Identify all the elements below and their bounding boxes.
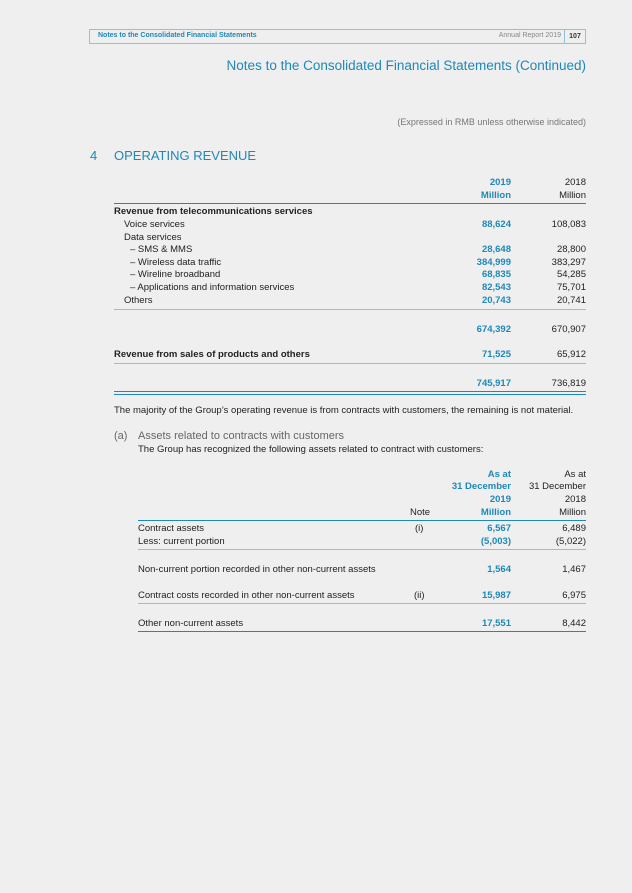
t1-others-2018: 20,741 [556,295,586,306]
t1-col2019-unit: Million [480,190,511,201]
t1-apps-2019: 82,543 [481,282,511,293]
t2-col2019-asat: As at [487,469,511,480]
t1-sms-2019: 28,648 [481,244,511,255]
t2-other-assets-label: Other non-current assets [138,618,244,629]
t2-contract-assets-2018: 6,489 [562,523,586,534]
t1-wireless-label: – Wireless data traffic [130,257,222,268]
header-report-name: Annual Report 2019 [498,32,561,39]
t2-col2018-year: 2018 [564,494,586,505]
t1-wireless-2019: 384,999 [476,257,511,268]
t1-broadband-2018: 54,285 [556,269,586,280]
t1-apps-label: – Applications and information services [130,282,295,293]
t1-others-label: Others [124,295,153,306]
t2-noncurrent-label: Non-current portion recorded in other non-current assets [138,564,376,575]
running-header [89,29,586,44]
majority-paragraph: The majority of the Group’s operating revenue is from contracts with customers, the remaining is not material. [114,405,574,416]
section-title: OPERATING REVENUE [114,148,257,163]
t2-current-portion-2019: (5,003) [480,536,511,547]
t2-contract-costs-2019: 15,987 [481,590,511,601]
t1-header-rule [114,203,586,204]
t2-col2018-unit: Million [559,507,586,518]
t1-broadband-2019: 68,835 [481,269,511,280]
page-number: 107 [564,30,585,43]
t1-sales-rule [114,363,586,364]
subsection-a-intro: The Group has recognized the following assets related to contract with customers: [138,444,484,455]
t1-voice-2019: 88,624 [481,219,511,230]
t2-total-rule [138,631,586,632]
page-title: Notes to the Consolidated Financial Statements (Continued) [226,58,586,73]
t1-col2018-year: 2018 [564,177,586,188]
t2-note-header: Note [410,507,431,518]
t2-contract-assets-2019: 6,567 [487,523,511,534]
t1-total-2018: 736,819 [551,378,586,389]
t2-col2019-date: 31 December [451,481,511,492]
t2-contract-costs-note: (ii) [414,590,425,601]
t1-sales-label: Revenue from sales of products and others [114,349,310,360]
t1-total-rule-1 [114,391,586,392]
section-number: 4 [90,148,98,163]
t1-col2018-unit: Million [559,190,586,201]
t2-costs-rule [138,603,586,604]
t2-contract-assets-label: Contract assets [138,523,204,534]
expressed-note: (Expressed in RMB unless otherwise indicated) [397,117,586,127]
t1-subtotal-2018: 670,907 [551,324,586,335]
t1-sales-2019: 71,525 [481,349,511,360]
t2-other-assets-2019: 17,551 [481,618,511,629]
t2-contract-assets-note: (i) [415,523,424,534]
t2-col2018-asat: As at [564,469,586,480]
header-section-title: Notes to the Consolidated Financial Statements [98,32,257,39]
t1-subtotal-2019: 674,392 [476,324,511,335]
t1-total-2019: 745,917 [476,378,511,389]
t1-others-rule [114,309,586,310]
t2-noncurrent-2019: 1,564 [487,564,511,575]
t2-current-rule [138,549,586,550]
t1-wireless-2018: 383,297 [551,257,586,268]
t1-others-2019: 20,743 [481,295,511,306]
t1-data-heading: Data services [124,232,182,243]
t2-other-assets-2018: 8,442 [562,618,586,629]
t1-apps-2018: 75,701 [556,282,586,293]
t2-col2019-year: 2019 [489,494,511,505]
t2-current-portion-2018: (5,022) [555,536,586,547]
t1-voice-2018: 108,083 [551,219,586,230]
t2-contract-costs-2018: 6,975 [562,590,586,601]
t1-sms-2018: 28,800 [556,244,586,255]
t2-col2018-date: 31 December [528,481,586,492]
subsection-a-label: (a) [114,430,128,442]
t1-sales-2018: 65,912 [556,349,586,360]
t2-noncurrent-2018: 1,467 [562,564,586,575]
t1-total-rule-2 [114,394,586,395]
t1-telecom-heading: Revenue from telecommunications services [114,206,313,217]
t1-sms-label: – SMS & MMS [130,244,193,255]
t1-voice-label: Voice services [124,219,185,230]
t2-header-rule [138,520,586,521]
t1-col2019-year: 2019 [489,177,511,188]
t1-broadband-label: – Wireline broadband [130,269,221,280]
t2-current-portion-label: Less: current portion [138,536,225,547]
t2-contract-costs-label: Contract costs recorded in other non-current assets [138,590,355,601]
subsection-a-title: Assets related to contracts with customers [138,430,345,442]
t2-col2019-unit: Million [480,507,511,518]
